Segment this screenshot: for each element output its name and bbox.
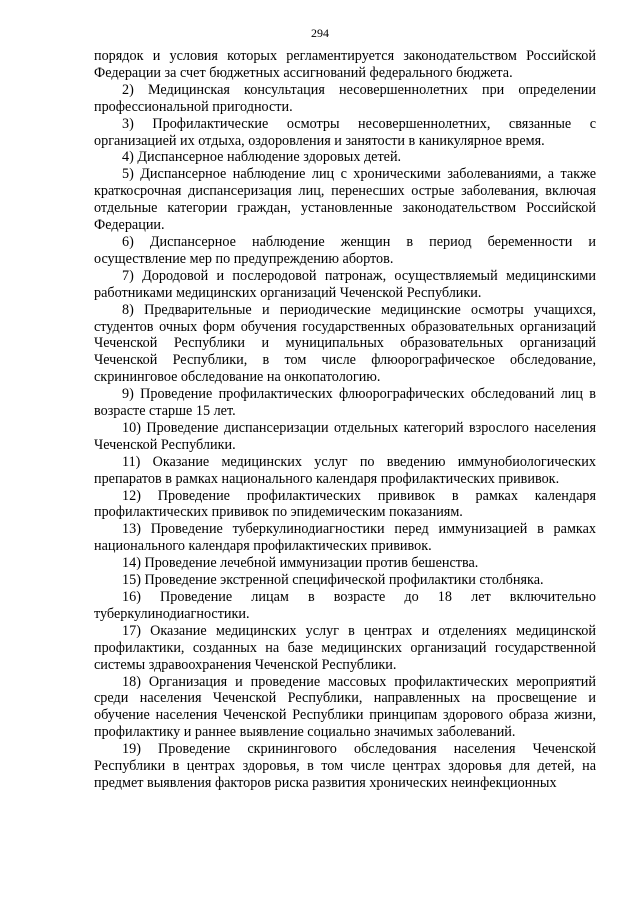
paragraph-item-10: 10) Проведение диспансеризации отдельных категорий взрослого населения Чеченской Республики.	[94, 419, 596, 453]
paragraph-item-17: 17) Оказание медицинских услуг в центрах и отделениях медицинской профилактики, созданных на базе медицинских организаций государственной системы здравоохранения Чеченской Республики.	[94, 622, 596, 673]
paragraph-item-3: 3) Профилактические осмотры несовершеннолетних, связанные с организацией их отдыха, оздоровления и занятости в каникулярное время.	[94, 115, 596, 149]
paragraph-item-6: 6) Диспансерное наблюдение женщин в период беременности и осуществление мер по предупреждению абортов.	[94, 233, 596, 267]
paragraph-item-14: 14) Проведение лечебной иммунизации против бешенства.	[122, 555, 479, 572]
page-number: 294	[311, 26, 329, 40]
paragraph-item-12: 12) Проведение профилактических прививок в рамках календаря профилактических прививок по эпидемическим показаниям.	[94, 487, 596, 521]
paragraph-item-16: 16) Проведение лицам в возрасте до 18 лет включительно туберкулинодиагностики.	[94, 589, 596, 622]
paragraph-item-8: 8) Предварительные и периодические медицинские осмотры учащихся, студентов очных форм обучения государственных образовательных организаций Чеченской Республики и муниципальных образовательных организаций Чеченской Республики, в том числе флюорографическое обследование, скрининговое обследование на онкопатологию.	[94, 301, 596, 386]
paragraph-item-15: 15) Проведение экстренной специфической профилактики столбняка.	[122, 572, 544, 589]
paragraph-item-19: 19) Проведение скринингового обследования населения Чеченской Республики в центрах здоровья, в том числе центрах здоровья для детей, на предмет выявления факторов риска развития хронических неинфекционных	[94, 741, 596, 791]
paragraph-item-4: 4) Диспансерное наблюдение здоровых детей.	[122, 149, 402, 166]
paragraph-item-13: 13) Проведение туберкулинодиагностики перед иммунизацией в рамках национального календаря профилактических прививок.	[94, 521, 596, 555]
paragraph-continuation: порядок и условия которых регламентируется законодательством Российской Федерации за счет бюджетных ассигнований федерального бюджета.	[94, 48, 596, 81]
paragraph-item-11: 11) Оказание медицинских услуг по введению иммунобиологических препаратов в рамках национального календаря профилактических прививок.	[94, 453, 596, 487]
paragraph-item-18: 18) Организация и проведение массовых профилактических мероприятий среди населения Чеченской Республики, направленных на просвещение и обучение населения Чеченской Республики принципам здорового образа жизни, профилактику и раннее выявление социально значимых заболеваний.	[94, 673, 596, 741]
paragraph-item-9: 9) Проведение профилактических флюорографических обследований лиц в возрасте старше 15 лет.	[94, 386, 596, 420]
paragraph-item-5: 5) Диспансерное наблюдение лиц с хроническими заболеваниями, а также краткосрочная диспансеризация лиц, перенесших острые заболевания, включая отдельные категории граждан, установленные законодательством Российской Федерации.	[94, 166, 596, 234]
body-text	[94, 48, 596, 792]
paragraph-item-7: 7) Дородовой и послеродовой патронаж, осуществляемый медицинскими работниками медицинских организаций Чеченской Республики.	[94, 267, 596, 301]
paragraph-item-2: 2) Медицинская консультация несовершеннолетних при определении профессиональной пригодности.	[94, 81, 596, 115]
